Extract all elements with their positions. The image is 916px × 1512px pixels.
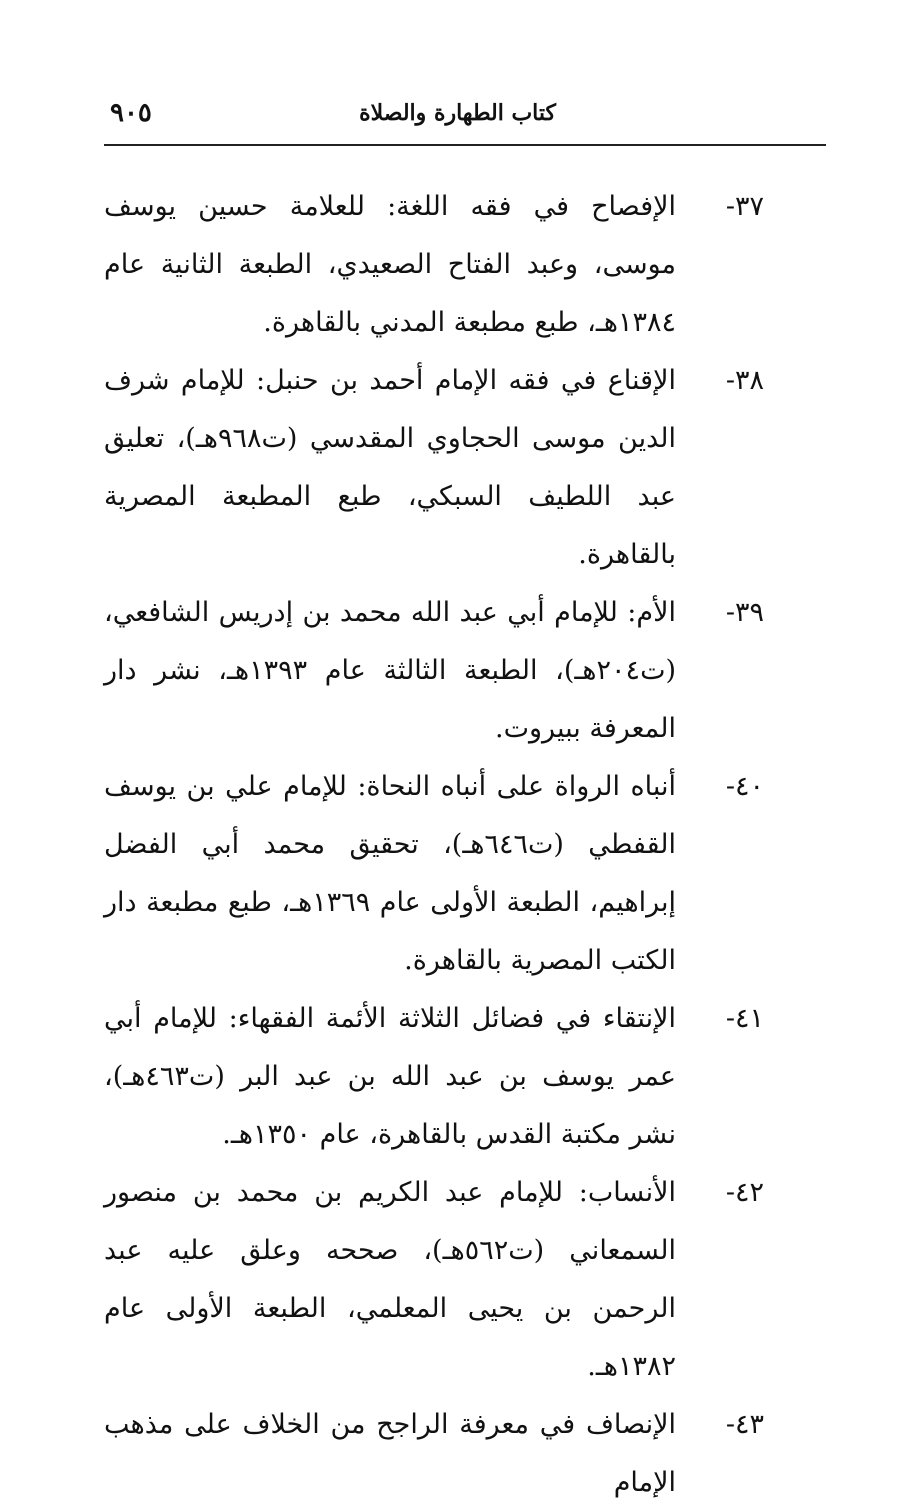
running-header: [104, 96, 826, 142]
reference-item-38: [104, 352, 764, 584]
reference-number: ٤١-: [725, 1003, 764, 1034]
reference-item-41: [104, 990, 764, 1164]
reference-text: الإقناع في فقه الإمام أحمد بن حنبل: للإمام شرف الدين موسى الحجاوي المقدسي (ت٩٦٨هـ)، تعليق عبد اللطيف السبكي، طبع المطبعة المصرية بالقاهرة.: [104, 365, 676, 570]
reference-number: ٤٠-: [725, 771, 764, 802]
reference-number: ٣٩-: [725, 597, 764, 628]
reference-text: الإنتقاء في فضائل الثلاثة الأئمة الفقهاء: للإمام أبي عمر يوسف بن عبد الله بن عبد البر (ت٤٦٣هـ)، نشر مكتبة القدس بالقاهرة، عام ١٣٥٠هـ.: [104, 1003, 676, 1150]
reference-text: أنباه الرواة على أنباه النحاة: للإمام علي بن يوسف القفطي (ت٦٤٦هـ)، تحقيق محمد أبي الفضل إبراهيم، الطبعة الأولى عام ١٣٦٩هـ، طبع مطبعة دار الكتب المصرية بالقاهرة.: [104, 771, 677, 976]
reference-list: [104, 178, 764, 1512]
reference-text: الأنساب: للإمام عبد الكريم بن محمد بن منصور السمعاني (ت٥٦٢هـ)، صححه وعلق عليه عبد الرحمن بن يحيى المعلمي، الطبعة الأولى عام ١٣٨٢هـ.: [104, 1177, 676, 1382]
page-number: ٩٠٥: [110, 98, 152, 128]
reference-item-43: [104, 1396, 764, 1512]
reference-item-42: [104, 1164, 764, 1396]
header-divider: [104, 144, 826, 146]
reference-number: ٤٣-: [725, 1409, 764, 1440]
reference-text: الأم: للإمام أبي عبد الله محمد بن إدريس الشافعي، (ت٢٠٤هـ)، الطبعة الثالثة عام ١٣٩٣هـ، نشر دار المعرفة ببيروت.: [104, 597, 677, 744]
reference-number: ٣٧-: [725, 191, 764, 222]
reference-text: الإفصاح في فقه اللغة: للعلامة حسين يوسف موسى، وعبد الفتاح الصعيدي، الطبعة الثانية عام ١٣٨٤هـ، طبع مطبعة المدني بالقاهرة.: [104, 191, 676, 338]
reference-number: ٣٨-: [725, 365, 764, 396]
reference-number: ٤٢-: [725, 1177, 764, 1208]
reference-item-39: [104, 584, 764, 758]
reference-item-37: [104, 178, 764, 352]
reference-text: الإنصاف في معرفة الراجح من الخلاف على مذهب الإمام: [104, 1409, 676, 1498]
reference-item-40: [104, 758, 764, 990]
book-title: كتاب الطهارة والصلاة: [359, 100, 556, 126]
